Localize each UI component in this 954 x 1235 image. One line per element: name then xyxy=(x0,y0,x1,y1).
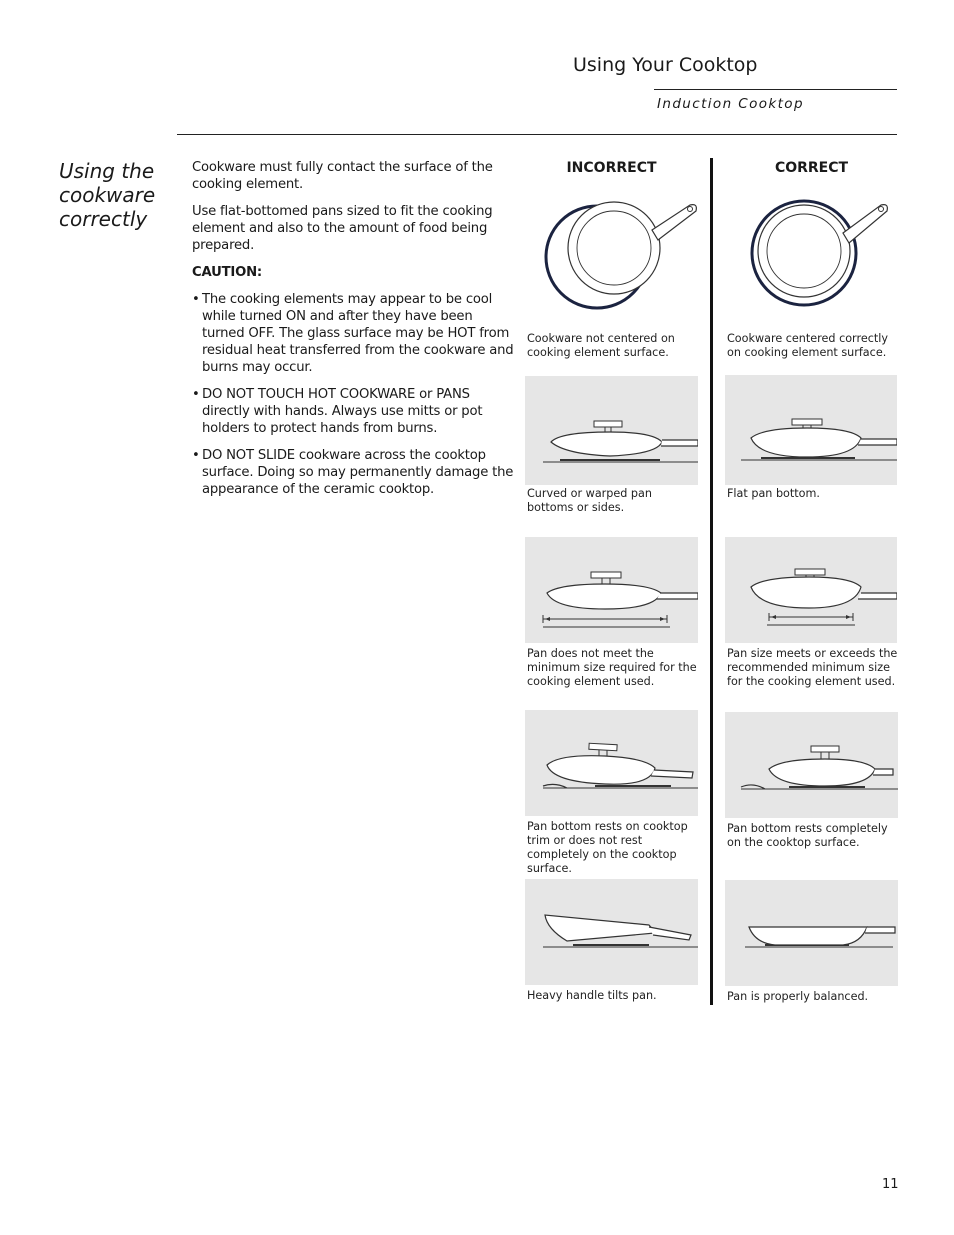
caution-label: CAUTION: xyxy=(192,265,263,280)
body-para-1: Cookware must fully contact the surface of the cooking element. xyxy=(192,160,493,192)
header-rule xyxy=(654,89,897,90)
header-title: Using Your Cooktop xyxy=(573,54,758,76)
caption-correct-1: Cookware centered correctly on cooking element surface. xyxy=(727,332,888,359)
caption-correct-5: Pan is properly balanced. xyxy=(727,990,869,1003)
pan-on-surface-illustration xyxy=(725,712,898,818)
body-para-2: Use flat-bottomed pans sized to fit the cooking element and also to the amount of food being prepared. xyxy=(192,204,493,253)
caption-correct-3: Pan size meets or exceeds the recommended minimum size for the cooking element used. xyxy=(727,647,898,688)
centered-pan-illustration xyxy=(745,195,905,315)
tilted-pan-illustration xyxy=(525,879,698,985)
caution-bullet: • DO NOT SLIDE cookware across the cooktop surface. Doing so may permanently damage the appearance of the ceramic cooktop. xyxy=(192,447,514,498)
body-text xyxy=(192,159,514,508)
incorrect-heading: INCORRECT xyxy=(566,160,657,176)
balanced-pan-illustration xyxy=(725,880,898,986)
caption-incorrect-1: Cookware not centered on cooking element surface. xyxy=(527,332,675,359)
caption-incorrect-2: Curved or warped pan bottoms or sides. xyxy=(527,487,652,514)
caption-correct-2: Flat pan bottom. xyxy=(727,487,820,500)
caption-incorrect-5: Heavy handle tilts pan. xyxy=(527,989,657,1002)
correct-heading: CORRECT xyxy=(774,160,849,176)
section-title: Using the cookware correctly xyxy=(59,159,156,231)
flat-pan-illustration xyxy=(725,375,897,485)
caution-bullet: • The cooking elements may appear to be cool while turned ON and after they have been turned OFF. The glass surface may be HOT from residual heat transferred from the cookware and burns may occur. xyxy=(192,291,514,376)
page-number: 11 xyxy=(882,1177,899,1192)
caution-bullet: • DO NOT TOUCH HOT COOKWARE or PANS directly with hands. Always use mitts or pot holders to protect hands from burns. xyxy=(192,386,514,437)
caption-incorrect-4: Pan bottom rests on cooktop trim or does not rest completely on the cooktop surface. xyxy=(527,820,688,875)
pan-on-trim-illustration xyxy=(525,710,698,816)
warped-pan-illustration xyxy=(525,376,698,485)
header-subtitle: Induction Cooktop xyxy=(657,96,804,112)
correct-size-pan-illustration xyxy=(725,537,897,643)
caption-correct-4: Pan bottom rests completely on the cooktop surface. xyxy=(727,822,888,849)
column-divider xyxy=(710,158,713,1005)
undersized-pan-illustration xyxy=(525,537,698,643)
main-rule xyxy=(177,134,897,135)
off-center-pan-illustration xyxy=(540,195,700,315)
caption-incorrect-3: Pan does not meet the minimum size required for the cooking element used. xyxy=(527,647,697,688)
